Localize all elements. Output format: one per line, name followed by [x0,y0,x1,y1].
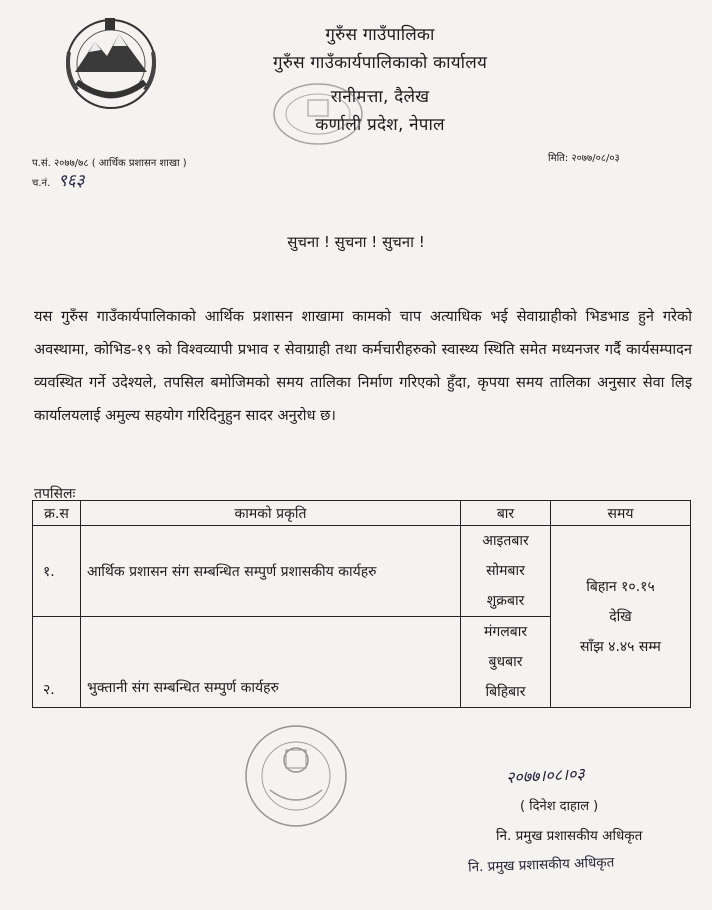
time-to: साँझ ४.४५ सम्म [580,638,661,655]
details-label: तपसिलः [34,486,76,502]
signatory-designation: नि. प्रमुख प्रशासकीय अधिकृत [496,828,643,844]
table-header-row [33,501,691,526]
municipality-name: गुरुँस गाउँपालिका [325,25,435,45]
letter-reference-number: प.सं. २०७७/७८ ( आर्थिक प्रशासन शाखा ) [32,158,187,169]
time-from: बिहान १०.१५ [586,578,655,595]
row-work: आर्थिक प्रशासन संग सम्बन्धित सम्पुर्ण प्रशासकीय कार्यहरु [81,526,461,617]
header-serial: क्र.स [33,501,81,526]
notice-title: सुचना ! सुचना ! सुचना ! [287,233,425,251]
letter-date: मिति: २०७७/०८/०३ [548,153,620,164]
row-work: भुक्तानी संग सम्बन्धित सम्पुर्ण कार्यहरु [81,617,461,708]
nepal-emblem-logo [55,12,167,116]
notice-body [34,300,692,432]
day-name: बिहिबार [485,684,526,700]
row-days [461,526,551,617]
schedule-table [32,500,691,708]
designation-stamp: नि. प्रमुख प्रशासकीय अधिकृत [467,854,615,876]
office-stamp-top [268,78,368,150]
signature-handwritten: २०७७।०८।०३ [505,763,586,788]
day-name: मंगलबार [483,624,528,640]
row-serial: २. [33,617,81,708]
notice-body-text: यस गुरुँस गाउँकार्यपालिकाको आर्थिक प्रशासन शाखामा कामको चाप अत्याधिक भई सेवाग्राहीको भिडभाड हुने गरेको अवस्थामा, कोभिड-१९ को विश्वव्यापी प्रभाव र सेवाग्राही तथा कर्मचारीहरुको स्वास्थ्य स्थिति समेत मध्यनजर गर्दै कार्यसम्पादन व्यवस्थित गर्ने उदेश्यले, तपसिल बमोजिमको समय तालिका निर्माण गरिएको हुँदा, कृपया समय तालिका अनुसार सेवा लिइ कार्यालयलाई अमुल्य सहयोग गरिदिनुहुन सादर अनुरोध छ। [34,308,692,424]
office-stamp-bottom [240,720,352,832]
dispatch-label: च.नं. [32,178,51,189]
header-work-nature: कामको प्रकृति [81,501,461,526]
day-name: आइतबार [482,533,529,549]
row-serial: १. [33,526,81,617]
row-days [461,617,551,708]
office-name: गुरुँस गाउँकार्यपालिकाको कार्यालय [272,53,488,73]
signatory-name: ( दिनेश दाहाल ) [520,799,599,814]
table-row [33,526,691,617]
service-time [551,526,691,708]
day-name: बुधबार [488,654,523,670]
day-name: सोमबार [486,563,525,579]
office-address: रानीमत्ता, दैलेख [330,87,430,107]
header-time: समय [551,501,691,526]
time-middle: देखि [609,608,632,625]
dispatch-number: ९६३ [58,171,85,191]
province-country: कर्णाली प्रदेश, नेपाल [315,115,445,135]
header-day: बार [461,501,551,526]
day-name: शुक्रबार [486,593,525,609]
